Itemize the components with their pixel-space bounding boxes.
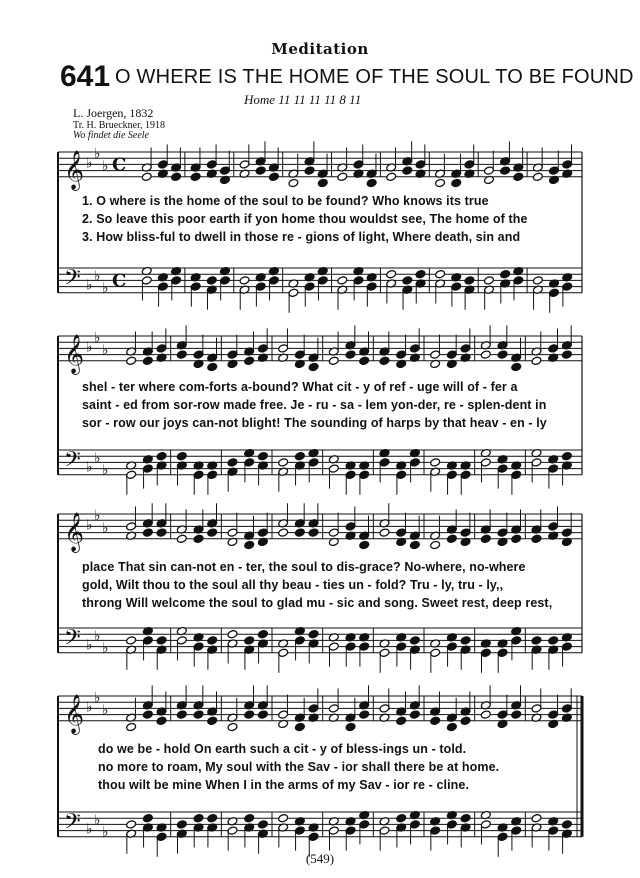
- svg-text:♭: ♭: [102, 520, 109, 537]
- lyric-line: shel - ter where com-forts a-bound? What cit - y of ref - uge will of - fer a: [82, 380, 518, 394]
- lyric-line: 3. How bliss-ful to dwell in those re - gions of light, Where death, sin and: [82, 230, 521, 244]
- svg-text:♭: ♭: [86, 155, 93, 172]
- svg-text:𝄞: 𝄞: [64, 693, 85, 734]
- svg-text:♭: ♭: [102, 342, 109, 359]
- svg-text:𝄢: 𝄢: [64, 265, 81, 296]
- lyric-line: place That sin can-not en - ter, the soul to dis-grace? No-where, no-where: [82, 560, 526, 574]
- svg-text:𝄢: 𝄢: [64, 625, 81, 656]
- hymn-title: O WHERE IS THE HOME OF THE SOUL TO BE FOUND: [115, 66, 634, 88]
- svg-text:♭: ♭: [102, 824, 109, 841]
- translator-credit: Tr. H. Brueckner, 1918: [73, 120, 166, 131]
- lyric-line: gold, Wilt thou to the soul all thy beau - ties un - fold? Tru - ly, tru - ly,,: [82, 578, 504, 592]
- original-title: Wo findet die Seele: [73, 130, 149, 141]
- svg-text:♭: ♭: [94, 508, 101, 525]
- lyric-line: do we be - hold On earth such a cit - y of bless-ings un - told.: [98, 742, 467, 756]
- svg-text:♭: ♭: [86, 277, 93, 294]
- svg-text:♭: ♭: [94, 268, 101, 285]
- svg-text:♭: ♭: [102, 462, 109, 479]
- tune-name-meter: Home 11 11 11 11 8 11: [244, 92, 362, 107]
- svg-text:𝄞: 𝄞: [64, 511, 85, 552]
- svg-text:♭: ♭: [94, 690, 101, 707]
- svg-text:♭: ♭: [86, 699, 93, 716]
- svg-text:♭: ♭: [86, 517, 93, 534]
- svg-text:𝄞: 𝄞: [64, 149, 85, 190]
- svg-text:♭: ♭: [86, 637, 93, 654]
- lyric-line: no more to roam, My soul with the Sav - ior shall there be at home.: [98, 760, 500, 774]
- lyric-line: 2. So leave this poor earth if yon home thou wouldst see, The home of the: [82, 212, 528, 226]
- svg-text:♭: ♭: [94, 146, 101, 163]
- svg-text:♭: ♭: [102, 702, 109, 719]
- author-credit: L. Joergen, 1832: [73, 106, 154, 120]
- svg-text:C: C: [112, 270, 127, 292]
- svg-text:C: C: [112, 154, 127, 176]
- svg-text:𝄢: 𝄢: [64, 447, 81, 478]
- svg-text:♭: ♭: [94, 812, 101, 829]
- lyric-line: 1. O where is the home of the soul to be found? Who knows its true: [82, 194, 489, 208]
- section-heading: Meditation: [271, 40, 369, 58]
- svg-text:♭: ♭: [86, 821, 93, 838]
- lyric-line: throng Will welcome the soul to glad mu - sic and song. Sweet rest, deep rest,: [82, 596, 553, 610]
- hymn-number: 641: [60, 60, 111, 93]
- svg-text:♭: ♭: [102, 158, 109, 175]
- svg-text:♭: ♭: [94, 628, 101, 645]
- svg-text:♭: ♭: [94, 330, 101, 347]
- svg-text:♭: ♭: [86, 339, 93, 356]
- svg-text:♭: ♭: [102, 640, 109, 657]
- svg-text:𝄢: 𝄢: [64, 809, 81, 840]
- lyric-line: saint - ed from sor-row made free. Je - ru - sa - lem yon-der, re - splen-dent in: [82, 398, 547, 412]
- svg-text:𝄞: 𝄞: [64, 333, 85, 374]
- svg-text:♭: ♭: [94, 450, 101, 467]
- page-number: (549): [305, 851, 335, 866]
- lyric-line: thou wilt be mine When I in the arms of my Sav - ior re - cline.: [98, 778, 470, 792]
- lyric-line: sor - row our joys can-not blight! The sounding of harps by that heav - en - ly: [82, 416, 547, 430]
- svg-text:♭: ♭: [102, 280, 109, 297]
- svg-text:♭: ♭: [86, 459, 93, 476]
